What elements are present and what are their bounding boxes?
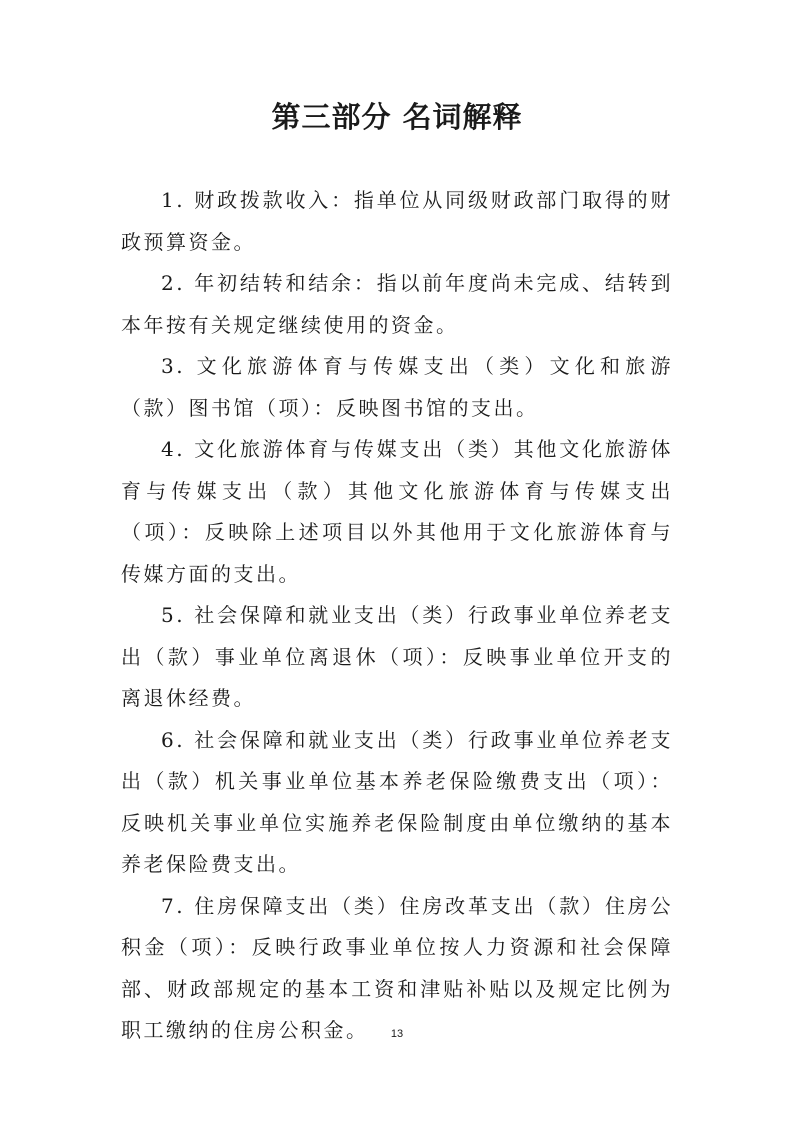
definition-paragraph: 1. 财政拨款收入：指单位从同级财政部门取得的财政预算资金。 [121,188,673,254]
definition-paragraph: 6. 社会保障和就业支出（类）行政事业单位养老支出（款）机关事业单位基本养老保险缴费支出（项）：反映机关事业单位实施养老保险制度由单位缴纳的基本养老保险费支出。 [121,727,673,876]
page-title: 第三部分 名词解释 [271,100,523,134]
definition-paragraph: 4. 文化旅游体育与传媒支出（类）其他文化旅游体育与传媒支出（款）其他文化旅游体育与传媒支出（项）：反映除上述项目以外其他用于文化旅游体育与传媒方面的支出。 [121,437,673,586]
page-number: 13 [390,1028,404,1040]
definition-paragraph: 5. 社会保障和就业支出（类）行政事业单位养老支出（款）事业单位离退休（项）：反映事业单位开支的离退休经费。 [121,603,673,710]
definitions-list [121,180,673,1052]
definition-paragraph: 3. 文化旅游体育与传媒支出（类）文化和旅游（款）图书馆（项）：反映图书馆的支出。 [121,354,673,420]
definition-paragraph: 2. 年初结转和结余：指以前年度尚未完成、结转到本年按有关规定继续使用的资金。 [121,271,673,337]
definition-paragraph: 7. 住房保障支出（类）住房改革支出（款）住房公积金（项）：反映行政事业单位按人力资源和社会保障部、财政部规定的基本工资和津贴补贴以及规定比例为职工缴纳的住房公积金。 [121,893,673,1042]
